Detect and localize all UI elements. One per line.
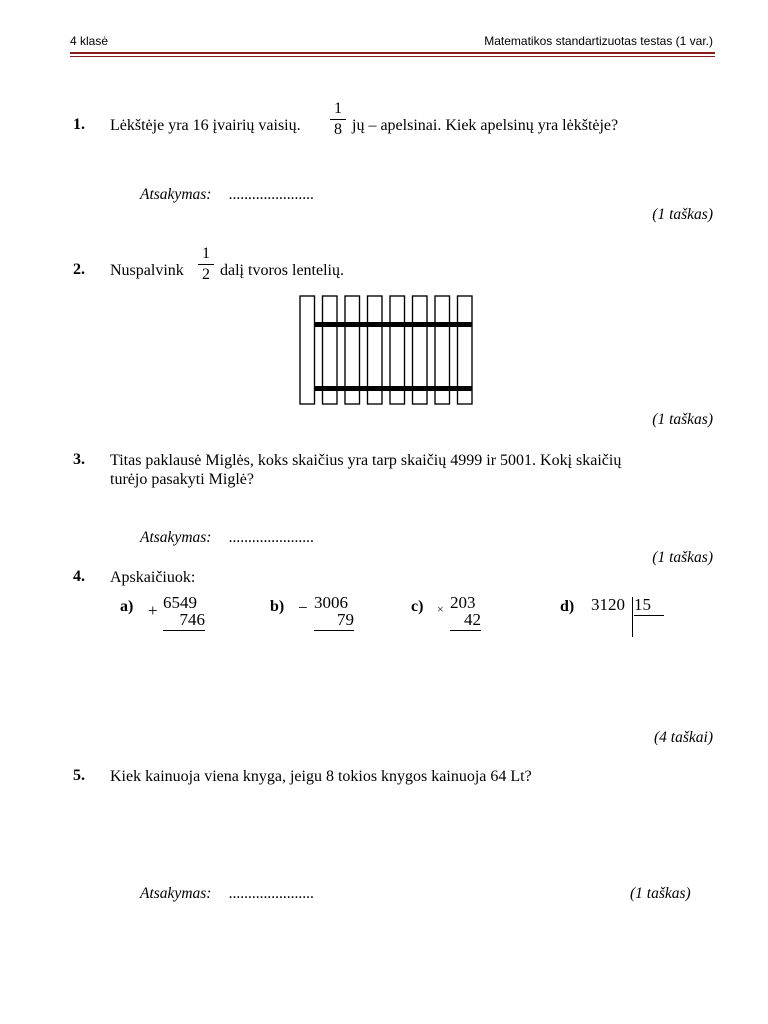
- q2-points: (1 taškas): [652, 411, 713, 428]
- q4b-bottom: 79: [314, 610, 354, 631]
- q2-text-after: dalį tvoros lentelių.: [220, 262, 344, 279]
- q4a-operator: +: [148, 601, 158, 620]
- q5-answer-label: Atsakymas:: [140, 885, 212, 902]
- q4c-top: 203: [450, 593, 476, 612]
- q3-answer-field[interactable]: ......................: [229, 529, 315, 546]
- q1-fraction: [330, 100, 346, 139]
- q2-frac-denominator: 2: [202, 266, 210, 283]
- q2-text-before: Nuspalvink: [110, 262, 184, 279]
- q4a-top: 6549: [163, 593, 197, 612]
- q4b-top: 3006: [314, 593, 348, 612]
- fence-drawing: [298, 294, 482, 406]
- q4c-operator: ×: [437, 602, 444, 616]
- q1-text-before: Lėkštėje yra 16 įvairių vaisių.: [110, 117, 301, 134]
- header-grade: 4 klasė: [70, 34, 109, 48]
- fence-plank[interactable]: [300, 296, 315, 404]
- q1-points: (1 taškas): [652, 206, 713, 223]
- q5-points: (1 taškas): [630, 885, 691, 902]
- q4d-divisor: 15: [634, 595, 664, 616]
- fence-rail-top: [315, 322, 473, 327]
- q3-text-line1: Titas paklausė Miglės, koks skaičius yra tarp skaičių 4999 ir 5001. Kokį skaičių: [110, 452, 622, 469]
- q2-fraction: [198, 245, 214, 284]
- header-title: Matematikos standartizuotas testas (1 var.): [484, 34, 713, 48]
- q4d-dividend: 3120: [591, 595, 625, 614]
- q4a-label: a): [120, 598, 134, 615]
- header-rule-thick: [70, 52, 715, 54]
- q4-number: 4.: [73, 568, 85, 585]
- q4b-operator: −: [298, 598, 308, 617]
- q4b-label: b): [270, 598, 285, 615]
- q3-points: (1 taškas): [652, 549, 713, 566]
- q1-text-after: jų – apelsinai. Kiek apelsinų yra lėkštėje?: [352, 117, 619, 134]
- q4c-label: c): [411, 598, 424, 615]
- q5-answer-field[interactable]: ......................: [229, 885, 315, 902]
- q4-points: (4 taškai): [654, 729, 713, 746]
- q2-number: 2.: [73, 261, 85, 278]
- q1-frac-numerator: 1: [334, 100, 342, 117]
- q3-answer-label: Atsakymas:: [140, 529, 212, 546]
- q4c-bottom: 42: [450, 610, 481, 631]
- q1-number: 1.: [73, 116, 85, 133]
- q4d-label: d): [560, 598, 575, 615]
- q5-text: Kiek kainuoja viena knyga, jeigu 8 tokios knygos kainuoja 64 Lt?: [110, 768, 532, 785]
- header-rule-thin: [70, 56, 715, 57]
- q4a-bottom: 746: [163, 610, 205, 631]
- q1-answer-label: Atsakymas:: [140, 186, 212, 203]
- q3-text-line2: turėjo pasakyti Miglė?: [110, 471, 254, 488]
- q1-answer-field[interactable]: ......................: [229, 186, 315, 203]
- q4d-division-bar: [632, 597, 633, 637]
- q1-frac-denominator: 8: [334, 121, 342, 138]
- q2-frac-numerator: 1: [202, 245, 210, 262]
- q3-number: 3.: [73, 451, 85, 468]
- q5-number: 5.: [73, 767, 85, 784]
- q4-text: Apskaičiuok:: [110, 569, 196, 586]
- fence-rail-bottom: [315, 386, 473, 391]
